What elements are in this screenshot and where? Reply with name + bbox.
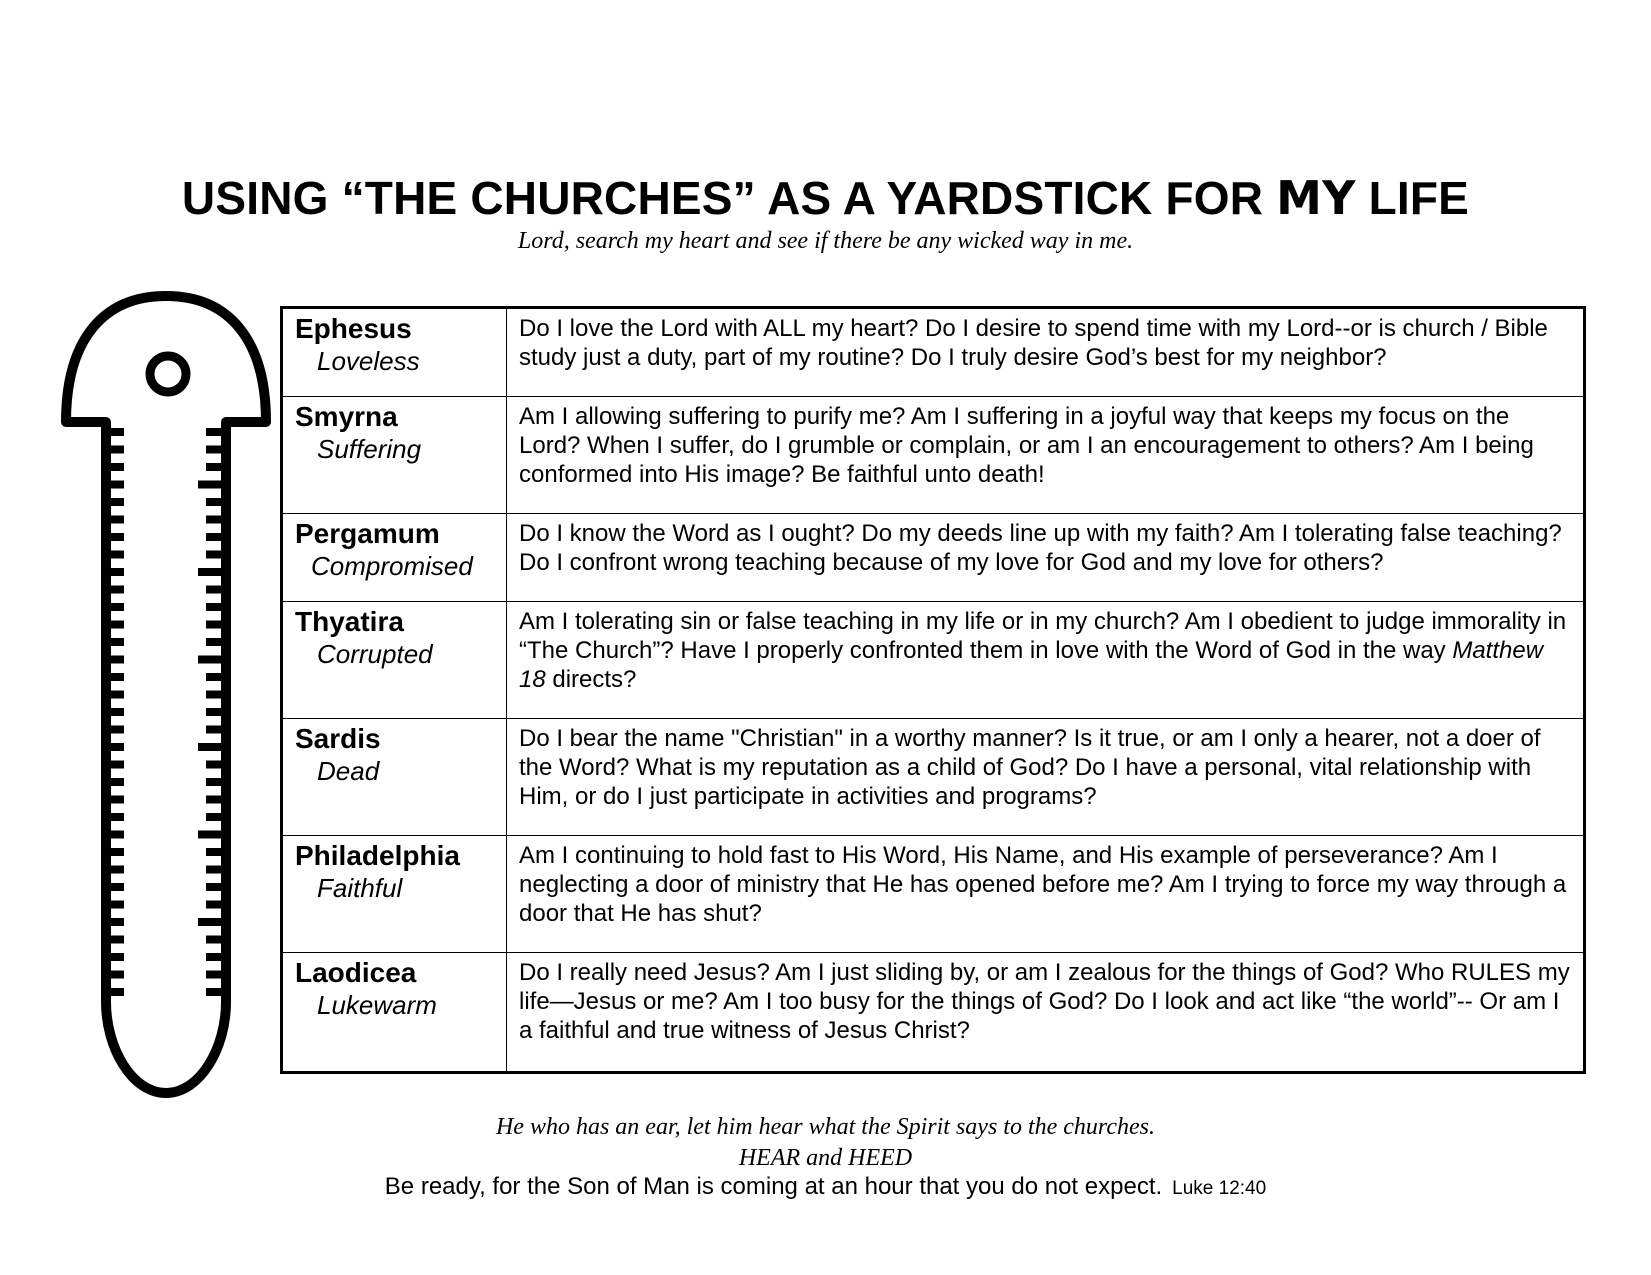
church-trait: Suffering [317, 434, 422, 464]
title-emphasis: MY [1276, 171, 1356, 225]
church-trait: Corrupted [317, 639, 433, 669]
churches-table [280, 306, 1586, 1074]
questions-cell [507, 514, 1585, 602]
scripture-reference: Matthew 18 [519, 637, 1544, 693]
table-row [282, 514, 1585, 602]
title-part-1: USING “THE CHURCHES” AS A YARDSTICK FOR [181, 172, 1277, 224]
church-trait: Dead [317, 756, 380, 786]
title-part-2: LIFE [1355, 172, 1470, 224]
questions-cell [507, 836, 1585, 953]
yardstick-icon [58, 290, 278, 1110]
church-cell [282, 308, 507, 397]
church-name: Ephesus [295, 313, 412, 344]
church-trait: Lukewarm [317, 990, 437, 1020]
church-questions: Am I continuing to hold fast to His Word, His Name, and His example of perseverance? Am I neglecting a door of ministry that He has opened before me? Am I trying to force my way through a door that He has shut? [519, 842, 1567, 927]
questions-text: directs? [545, 666, 637, 693]
church-questions: Do I bear the name "Christian" in a worthy manner? Is it true, or am I only a hearer, not a doer of the Word? What is my reputation as a child of God? Do I have a personal, vital relationship with Him, or do I just participate in activities and programs? [519, 725, 1541, 810]
questions-cell [507, 602, 1585, 719]
church-name: Thyatira [295, 606, 404, 637]
table-row [282, 397, 1585, 514]
table-row [282, 719, 1585, 836]
questions-cell [507, 719, 1585, 836]
church-name: Philadelphia [295, 840, 460, 871]
church-questions: Am I allowing suffering to purify me? Am I suffering in a joyful way that keeps my focus on the Lord? When I suffer, do I grumble or complain, or am I an encouragement to others? Am I being conformed into His image? Be faithful unto death! [519, 403, 1534, 488]
church-cell [282, 953, 507, 1073]
church-cell [282, 719, 507, 836]
church-questions: Do I really need Jesus? Am I just sliding by, or am I zealous for the things of God? Who RULES my life—Jesus or me? Am I too busy for the things of God? Do I look and act like “the world”-- Or am I a faithful and true witness of Jesus Christ? [519, 959, 1570, 1044]
church-cell [282, 602, 507, 719]
verse-reference: Luke 12:40 [1172, 1178, 1267, 1199]
footer-heed: HEAR and HEED [738, 1145, 913, 1171]
church-name: Laodicea [295, 957, 417, 988]
church-questions [519, 607, 1573, 694]
church-trait: Loveless [317, 346, 420, 376]
church-name: Smyrna [295, 401, 398, 432]
church-trait: Compromised [311, 551, 473, 581]
questions-cell [507, 397, 1585, 514]
table-row [282, 308, 1585, 397]
church-questions: Do I know the Word as I ought? Do my deeds line up with my faith? Am I tolerating false teaching? Do I confront wrong teaching because of my love for God and my love for others? [519, 520, 1562, 576]
church-questions: Do I love the Lord with ALL my heart? Do I desire to spend time with my Lord--or is church / Bible study just a duty, part of my routine? Do I truly desire God’s best for my neighbor? [519, 315, 1548, 371]
church-trait: Faithful [317, 873, 403, 903]
page-title [0, 172, 1651, 224]
church-cell [282, 514, 507, 602]
questions-text: Am I tolerating sin or false teaching in my life or in my church? Am I obedient to judge immorality in “The Church”? Have I properly confronted them in love with the Word of God in the way [519, 608, 1567, 664]
footer-verse [0, 1171, 1651, 1205]
church-cell [282, 836, 507, 953]
church-name: Sardis [295, 723, 381, 754]
questions-cell [507, 953, 1585, 1073]
table-row [282, 836, 1585, 953]
verse-text: Be ready, for the Son of Man is coming at an hour that you do not expect. [384, 1173, 1163, 1200]
church-cell [282, 397, 507, 514]
page-subtitle: Lord, search my heart and see if there be any wicked way in me. [517, 228, 1134, 254]
table-row [282, 602, 1585, 719]
church-name: Pergamum [295, 518, 440, 549]
footer-quote: He who has an ear, let him hear what the Spirit says to the churches. [495, 1114, 1156, 1140]
questions-cell [507, 308, 1585, 397]
table-row [282, 953, 1585, 1073]
